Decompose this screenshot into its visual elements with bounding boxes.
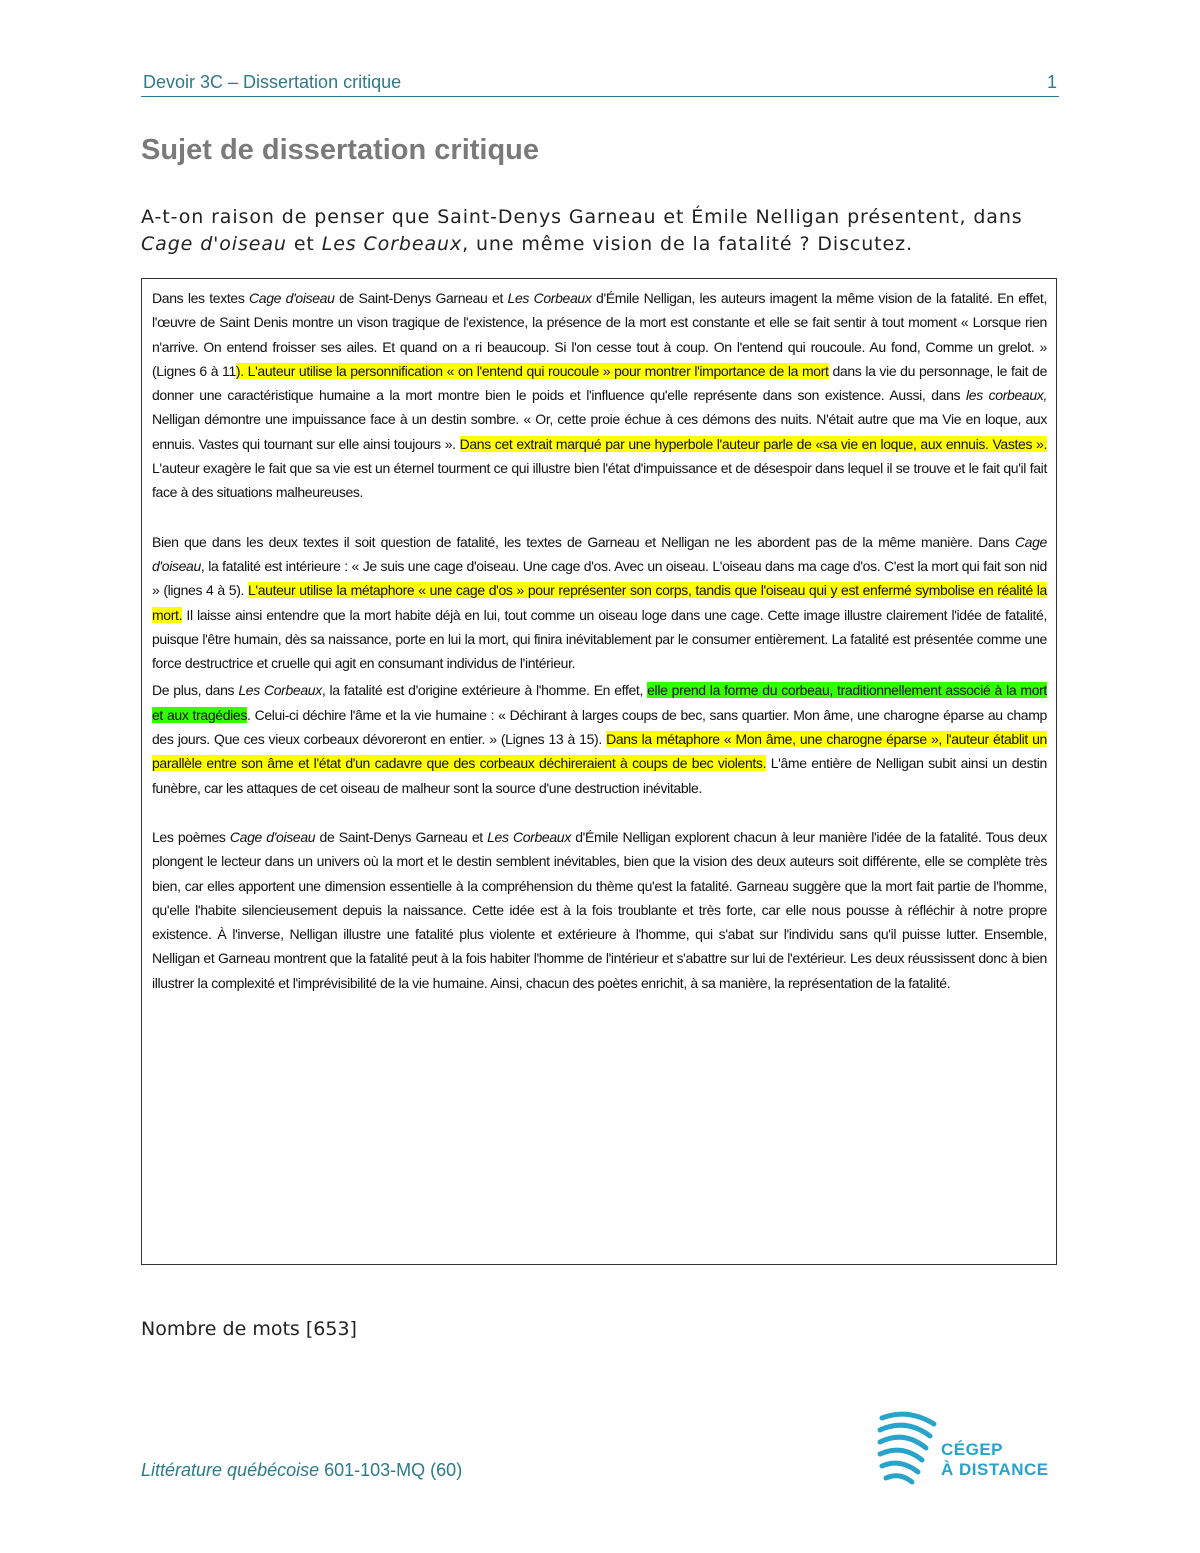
essay-paragraph-3: De plus, dans Les Corbeaux, la fatalité est d'origine extérieure à l'homme. En effet, elle prend la forme du corbeau, traditionnellement associé à la mort et aux tragédies. Celui-ci déchire l'âme et la vie humaine : « Déchirant à larges coups de bec, sans quartier. Mon âme, une charogne éparse au champ des jours. Que ces vieux corbeaux dévoreront en entier. » (Lignes 13 à 15). Dans la métaphore « Mon âme, une charogne éparse », l'auteur établit un parallèle entre son âme et l'état d'un cadavre que des corbeaux déchireraient à coups de bec violents. L'âme entière de Nelligan subit ainsi un destin funèbre, car les attaques de cet oiseau de malheur sont la source d'une destruction inévitable. bbox=[152, 682, 1047, 796]
question-text: A-t-on raison de penser que Saint-Denys Garneau et Émile Nelligan présentent, dans bbox=[141, 206, 1023, 228]
page-header bbox=[141, 70, 1059, 97]
essay-paragraph-4: Les poèmes Cage d'oiseau de Saint-Denys Garneau et Les Corbeaux d'Émile Nelligan explorent chacun à leur manière l'idée de la fatalité. Tous deux plongent le lecteur dans un univers où la mort et le destin semblent inévitables, bien que la vision des deux auteurs soit différente, elle se complète très bien, car elles apportent une dimension essentielle à la compréhension du thème qu'est la fatalité. Garneau suggère que la mort fait partie de l'homme, qu'elle l'habite silencieusement depuis la naissance. Cette idée est à la fois troublante et très forte, car elle nous pousse à réfléchir à notre propre existence. À l'inverse, Nelligan illustre une fatalité plus violente et extérieure à l'homme, qui s'abat sur l'individu sans qu'il puisse lutter. Ensemble, Nelligan et Garneau montrent que la fatalité peut à la fois habiter l'homme de l'intérieur et s'abattre sur lui de l'extérieur. Les deux réussissent donc à bien illustrer la complexité et l'imprévisibilité de la vie humaine. Ainsi, chacun des poètes enrichit, à sa manière, la représentation de la fatalité. bbox=[152, 828, 1048, 991]
header-title: Devoir 3C – Dissertation critique bbox=[143, 72, 402, 92]
subject-title: Sujet de dissertation critique bbox=[141, 134, 540, 166]
logo-text-line1: CÉGEP bbox=[941, 1440, 1004, 1459]
question-work-title: Cage d'oiseau bbox=[141, 233, 287, 255]
essay-paragraph-1: Dans les textes Cage d'oiseau de Saint-Denys Garneau et Les Corbeaux d'Émile Nelligan, les auteurs imagent la même vision de la fatalité. En effet, l'œuvre de Saint Denis montre un vison tragique de l'existence, la présence de la mort est constante et elle se fait sentir à tout moment « Lorsque rien n'arrive. On entend froisser ses ailes. Et quand on a ri beaucoup. Si l'on cesse tout à coup. On l'entend qui roucoule. Au fond, Comme un grelot. » (Lignes 6 à 11). L'auteur utilise la personnification « on l'entend qui roucoule » pour montrer l'importance de la mort dans la vie du personnage, le fait de donner une caractéristique humaine a la mort montre bien le poids et l'influence qu'elle représente dans son existence. Aussi, dans les corbeaux, Nelligan démontre une impuissance face à un destin sombre. « Or, cette proie échue à ces démons des nuits. N'était autre que ma Vie en loque, aux ennuis. Vastes qui tournant sur elle ainsi toujours ». Dans cet extrait marqué par une hyperbole l'auteur parle de «sa vie en loque, aux ennuis. Vastes ». L'auteur exagère le fait que sa vie est un éternel tourment ce qui illustre bien l'état d'impuissance et de désespoir dans lequel il se trouve et le fait qu'il fait face à des situations malheureuses. bbox=[152, 290, 1048, 501]
essay-paragraph-2: Bien que dans les deux textes il soit question de fatalité, les textes de Garneau et Nelligan ne les abordent pas de la même manière. Dans Cage d'oiseau, la fatalité est intérieure : « Je suis une cage d'oiseau. Une cage d'os. Avec un oiseau. L'oiseau dans ma cage d'os. C'est la mort qui fait son nid » (lignes 4 à 5). L'auteur utilise la métaphore « une cage d'os » pour représenter son corps, tandis que l'oiseau qui y est enfermé symbolise en réalité la mort. Il laisse ainsi entendre que la mort habite déjà en lui, tout comme un oiseau loge dans une cage. Cette image illustre clairement l'idée de fatalité, puisque l'être humain, dès sa naissance, porte en lui la mort, qui finira inévitablement par le consumer entièrement. La fatalité est présentée comme une force destructrice et cruelle qui agit en consumant individus de l'intérieur. bbox=[152, 533, 1047, 672]
highlight-yellow: ). L'auteur utilise la personnification « on l'entend qui roucoule » pour montrer l'importance de la mort bbox=[235, 362, 829, 379]
paragraph-gap bbox=[152, 800, 1047, 825]
fingerprint-logo-icon bbox=[876, 1410, 938, 1490]
course-name: Littérature québécoise bbox=[141, 1460, 320, 1480]
dissertation-question bbox=[141, 204, 1061, 258]
question-work-title: Les Corbeaux bbox=[321, 233, 463, 255]
course-code: 601-103-MQ (60) bbox=[319, 1460, 463, 1480]
paragraph-gap bbox=[152, 505, 1047, 530]
page-footer bbox=[141, 1460, 462, 1481]
highlight-yellow: Dans cet extrait marqué par une hyperbole l'auteur parle de «sa vie en loque, aux ennuis. Vastes ». bbox=[459, 435, 1048, 452]
word-count: Nombre de mots [653] bbox=[141, 1318, 357, 1340]
essay-text-box[interactable] bbox=[141, 278, 1057, 1265]
highlight-green: elle prend la forme du corbeau, traditionnellement associé à la mort et aux tragédies bbox=[152, 682, 1047, 723]
cegep-logo bbox=[876, 1410, 1066, 1490]
question-text: et bbox=[286, 233, 322, 255]
logo-text-line2: À DISTANCE bbox=[941, 1460, 1049, 1479]
word-count-value: 653 bbox=[313, 1318, 350, 1340]
highlight-yellow: Dans la métaphore « Mon âme, une charogne éparse », l'auteur établit un parallèle entre son âme et l'état d'un cadavre que des corbeaux déchireraient à coups de bec violents. bbox=[152, 731, 1047, 772]
page-number: 1 bbox=[1046, 72, 1057, 92]
highlight-yellow: L'auteur utilise la métaphore « une cage d'os » pour représenter son corps, tandis que l'oiseau qui y est enfermé symbolise en réalité la mort. bbox=[152, 582, 1047, 623]
question-text: , une même vision de la fatalité ? Discutez. bbox=[462, 233, 913, 255]
